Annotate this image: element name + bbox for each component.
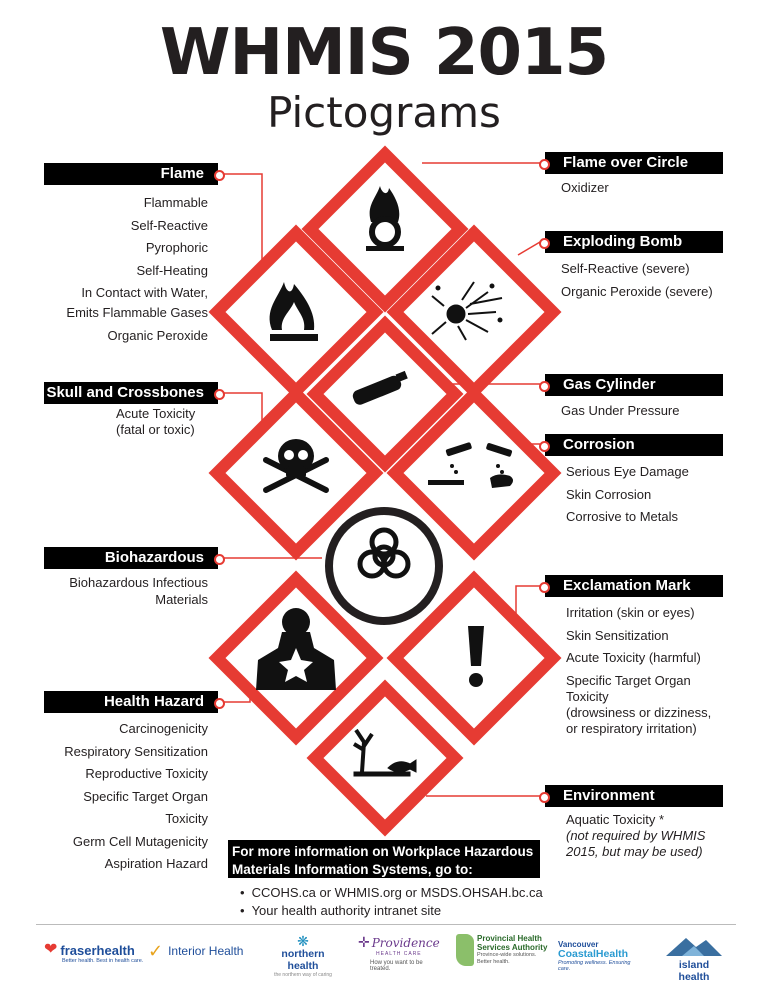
list-item: Germ Cell Mutagenicity — [72, 833, 208, 849]
environment-label: Environment — [545, 785, 723, 807]
logo-name: Services Authority — [477, 943, 548, 952]
page-subtitle: Pictograms — [267, 88, 501, 137]
exclamation-hazard-list — [566, 602, 711, 737]
logo-name: fraserhealth — [60, 942, 135, 958]
providence-logo — [358, 934, 442, 978]
skull-label: Skull and Crossbones — [44, 382, 218, 404]
flame-hazard-list — [66, 192, 208, 348]
cross-icon: ✛ — [358, 934, 370, 950]
logo-name: Interior Health — [168, 944, 244, 958]
footer-divider — [36, 924, 736, 925]
heart-icon: ❤ — [44, 941, 58, 958]
bomb-hazard-list — [561, 258, 713, 303]
bomb-connector-line — [518, 242, 540, 255]
more-info-banner — [228, 840, 540, 878]
checkmark-icon: ✓ — [148, 941, 164, 961]
logo-tagline: Province-wide solutions. — [477, 952, 537, 958]
list-item: Toxicity — [566, 688, 609, 704]
list-item: Aspiration Hazard — [104, 856, 208, 871]
logo-name: Vancouver — [558, 940, 599, 949]
list-item: Aquatic Toxicity * — [566, 812, 665, 827]
skull-hazard-list — [116, 406, 195, 438]
corrosion-hazard-list — [566, 461, 689, 529]
health-hazard-label: Health Hazard — [44, 691, 218, 713]
list-item: Carcinogenicity — [119, 721, 208, 736]
environment-connector-dot — [539, 792, 550, 803]
northern-health-logo — [270, 934, 336, 978]
logo-name: Providence — [371, 935, 440, 950]
list-item: In Contact with Water, — [81, 285, 208, 300]
list-item: Flammable — [143, 195, 208, 210]
list-item: Skin Corrosion — [566, 486, 652, 502]
biohazard-hazard-list — [69, 574, 208, 608]
list-item: Acute Toxicity — [116, 406, 196, 421]
list-item: (not required by WHMIS — [566, 828, 706, 843]
biohazardous-label: Biohazardous — [44, 547, 218, 569]
resource-link-intranet: • Your health authority intranet site — [240, 902, 543, 920]
exclamation-mark-label: Exclamation Mark — [545, 575, 723, 597]
list-item: Corrosive to Metals — [566, 509, 678, 524]
gas-hazard-list — [561, 400, 680, 423]
list-item: Acute Toxicity (harmful) — [566, 650, 701, 665]
logo-name: island health — [678, 959, 710, 983]
flame-connector-line — [221, 174, 262, 262]
list-item: Specific Target Organ — [83, 788, 208, 804]
logo-tagline: Better health. — [477, 959, 510, 965]
list-item: Oxidizer — [561, 180, 609, 195]
list-item: (fatal or toxic) — [116, 422, 195, 437]
logo-tagline: Better health. Best in health care. — [62, 958, 144, 964]
vancouver-coastal-health-logo — [558, 934, 644, 978]
flame-over-circle-label: Flame over Circle — [545, 152, 723, 174]
phsa-logo — [456, 934, 548, 978]
exclamation-mark-icon — [468, 626, 484, 687]
flame-connector-dot — [214, 170, 225, 181]
list-item: 2015, but may be used) — [566, 844, 703, 859]
logo-name: northern health — [281, 948, 325, 972]
island-health-logo — [662, 934, 726, 983]
list-item: Emits Flammable Gases — [66, 305, 208, 320]
interior-health-logo — [148, 934, 243, 978]
exploding-bomb-label: Exploding Bomb — [545, 231, 723, 253]
list-item: Organic Peroxide — [107, 328, 208, 343]
list-item: Respiratory Sensitization — [64, 743, 208, 759]
gas-cylinder-label: Gas Cylinder — [545, 374, 723, 396]
list-item: Serious Eye Damage — [566, 464, 689, 479]
list-item: (drowsiness or dizziness, — [566, 704, 712, 720]
corrosion-connector-dot — [539, 441, 550, 452]
gas-connector-dot — [539, 381, 550, 392]
corrosion-label: Corrosion — [545, 434, 723, 456]
health-hazard-list — [64, 718, 208, 876]
environment-diamond — [315, 688, 455, 828]
flame-circle-connector-dot — [539, 159, 550, 170]
list-item: Specific Target Organ — [566, 672, 691, 688]
exclamation-connector-line — [516, 586, 540, 620]
list-item: Self-Heating — [136, 262, 208, 278]
list-item: Pyrophoric — [145, 240, 208, 255]
flame-label: Flame — [44, 163, 218, 185]
list-item: Materials — [155, 592, 208, 607]
page-title: WHMIS 2015 — [159, 16, 609, 90]
list-item: or respiratory irritation) — [566, 720, 697, 736]
logo-name: Provincial Health — [477, 934, 542, 943]
environment-hazard-list — [566, 812, 705, 860]
logo-tagline: the northern way of caring — [274, 972, 332, 978]
bomb-connector-dot — [539, 238, 550, 249]
figure-icon: ❋ — [297, 933, 309, 949]
list-item: Toxicity — [165, 811, 208, 826]
logo-name: CoastalHealth — [558, 948, 629, 960]
skull-connector-dot — [214, 389, 225, 400]
list-item: Self-Reactive — [130, 217, 208, 233]
logo-tagline: How you want to be treated. — [370, 960, 423, 972]
resource-links — [240, 884, 543, 920]
list-item: Organic Peroxide (severe) — [561, 283, 713, 299]
biohazard-connector-dot — [214, 554, 225, 565]
list-item: Gas Under Pressure — [561, 403, 680, 418]
list-item: Skin Sensitization — [566, 627, 669, 643]
bc-map-icon — [456, 934, 474, 966]
fraserhealth-logo — [44, 934, 143, 978]
resource-link-websites[interactable]: • CCOHS.ca or WHMIS.org or MSDS.OHSAH.bc.ca — [240, 884, 543, 902]
logo-tagline: Promoting wellness. Ensuring care. — [558, 960, 631, 972]
list-item: Reproductive Toxicity — [85, 766, 208, 781]
logo-sub: HEALTH CARE — [376, 951, 422, 957]
more-info-line: Materials Information Systems, go to: — [232, 862, 473, 877]
mountain-icon — [664, 934, 724, 956]
list-item: Self-Reactive (severe) — [561, 261, 690, 276]
more-info-line: For more information on Workplace Hazardous — [232, 844, 534, 859]
list-item: Irritation (skin or eyes) — [566, 605, 695, 620]
flame-circle-hazard-list — [561, 177, 609, 200]
exclamation-connector-dot — [539, 582, 550, 593]
health-connector-dot — [214, 698, 225, 709]
list-item: Biohazardous Infectious — [69, 575, 208, 590]
